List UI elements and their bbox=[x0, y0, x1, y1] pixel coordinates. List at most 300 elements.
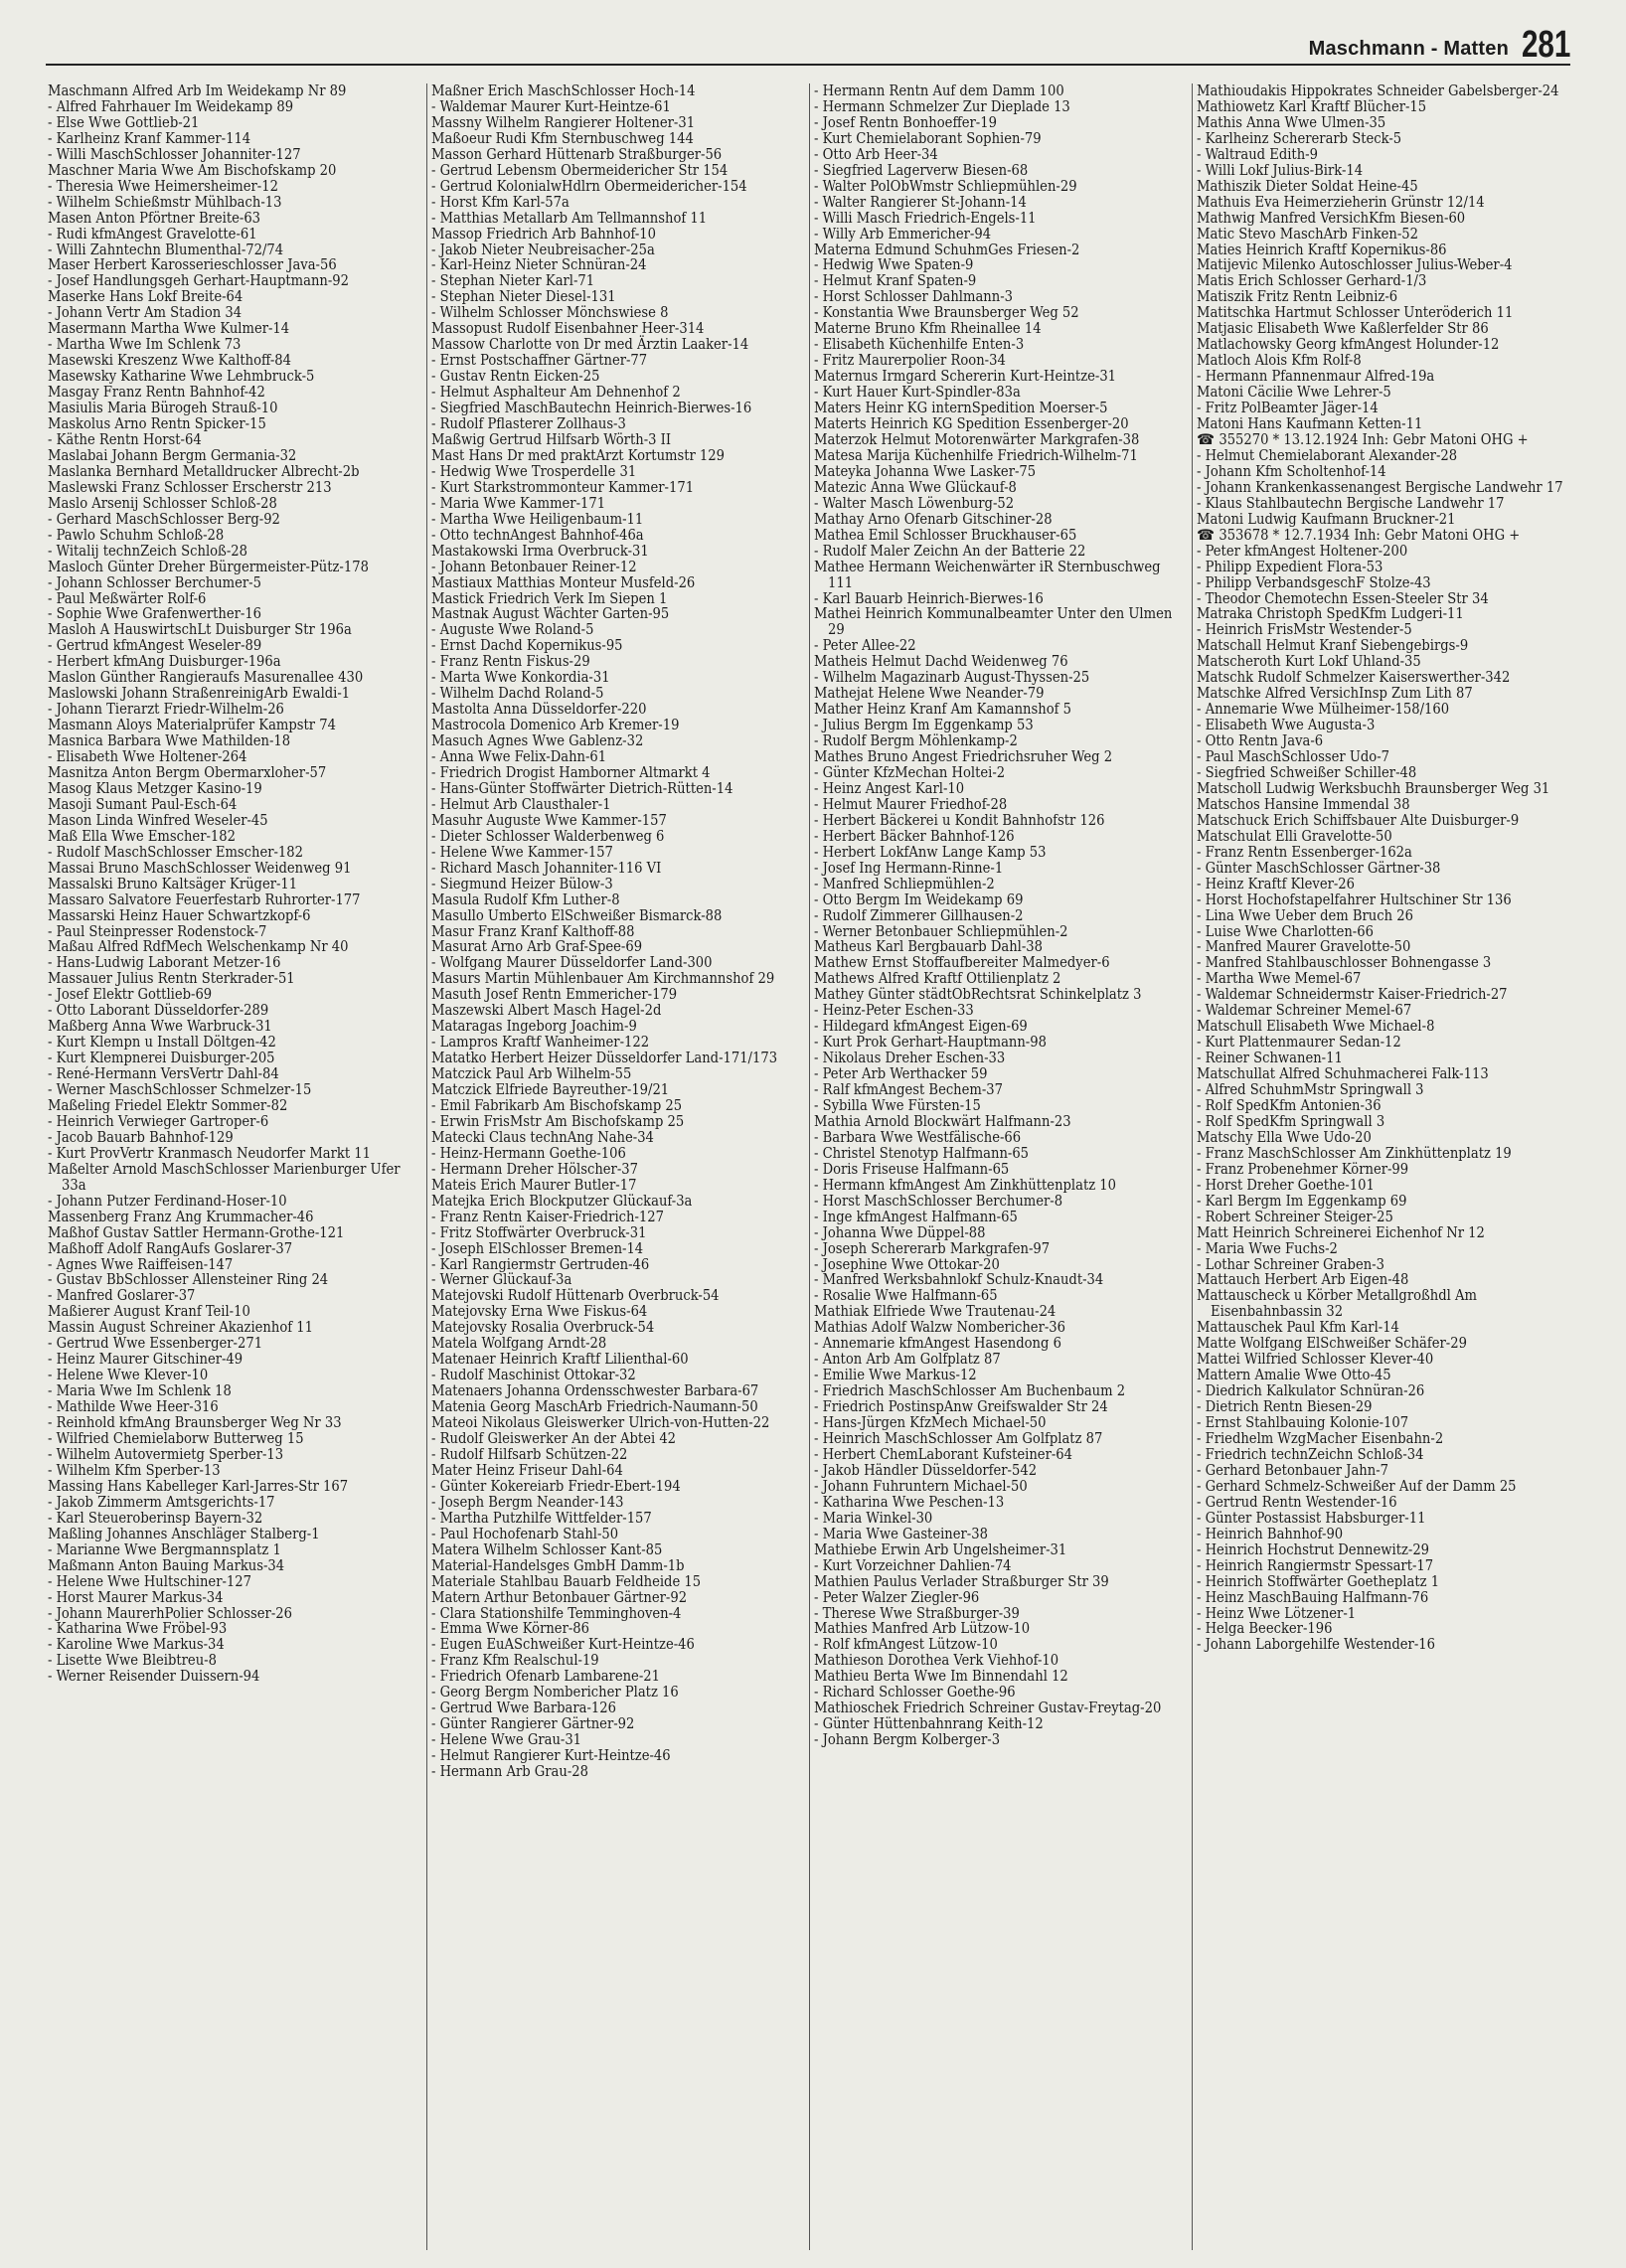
directory-entry: Maschmann Alfred Arb Im Weidekamp Nr 89 bbox=[48, 83, 347, 99]
directory-entry: Maslewski Franz Schlosser Erscherstr 213 bbox=[48, 478, 332, 496]
directory-entry: Mathews Alfred Kraftf Ottilienplatz 2 bbox=[814, 970, 1061, 988]
directory-entry: - Herbert LokfAnw Lange Kamp 53 bbox=[814, 843, 1047, 861]
directory-entry: Mateoi Nikolaus Gleiswerker Ulrich-von-Hutten-22 bbox=[431, 1414, 770, 1432]
directory-entry: Massny Wilhelm Rangierer Holtener-31 bbox=[431, 113, 696, 131]
directory-entry: - Heinrich MaschSchlosser Am Golfplatz 87 bbox=[814, 1430, 1103, 1448]
directory-entry: Mathias Adolf Walzw Nombericher-36 bbox=[814, 1319, 1065, 1337]
directory-entry: - Wilhelm Dachd Roland-5 bbox=[431, 685, 604, 703]
running-title: Maschmann - Matten bbox=[1308, 38, 1509, 60]
directory-entry: Matraka Christoph SpedKfm Ludgeri-11 bbox=[1197, 605, 1464, 623]
directory-entry: Matejovski Rudolf Hüttenarb Overbruck-54 bbox=[431, 1287, 720, 1305]
directory-entry: - Josef Elektr Gottlieb-69 bbox=[48, 986, 213, 1004]
directory-entry: - Agnes Wwe Raiffeisen-147 bbox=[48, 1255, 234, 1273]
directory-entry: - Heinz Maurer Gitschiner-49 bbox=[48, 1351, 244, 1369]
directory-entry: Matjasic Elisabeth Wwe Kaßlerfelder Str 86 bbox=[1197, 320, 1489, 338]
directory-entry: Mathes Bruno Angest Friedrichsruher Weg 2 bbox=[814, 748, 1113, 766]
directory-entry: Maßhof Gustav Sattler Hermann-Grothe-121 bbox=[48, 1223, 345, 1241]
directory-entry: - René-Hermann VersVertr Dahl-84 bbox=[48, 1065, 279, 1083]
directory-entry: - Otto Rentn Java-6 bbox=[1197, 732, 1324, 750]
directory-entry: - Horst MaschSchlosser Berchumer-8 bbox=[814, 1192, 1063, 1210]
directory-entry: Matela Wolfgang Arndt-28 bbox=[431, 1335, 607, 1353]
directory-entry: - Johann Tierarzt Friedr-Wilhelm-26 bbox=[48, 701, 284, 719]
directory-entry: - Gustav BbSchlosser Allensteiner Ring 24 bbox=[48, 1271, 329, 1289]
directory-entry: - Johann Putzer Ferdinand-Hoser-10 bbox=[48, 1192, 287, 1210]
directory-entry: - Karl Rangiermstr Gertruden-46 bbox=[431, 1255, 650, 1273]
directory-entry: - Johann Schlosser Berchumer-5 bbox=[48, 573, 261, 591]
directory-entry: - Heinz Kraftf Klever-26 bbox=[1197, 875, 1356, 892]
directory-entry: - Fritz Maurerpolier Roon-34 bbox=[814, 352, 1006, 370]
directory-entry: Matschullat Alfred Schuhmacherei Falk-113 bbox=[1197, 1065, 1489, 1083]
directory-entry: Material-Handelsges GmbH Damm-1b bbox=[431, 1556, 685, 1574]
directory-entry: - Herbert Bäcker Bahnhof-126 bbox=[814, 827, 1015, 845]
directory-entry: Maßberg Anna Wwe Warbruck-31 bbox=[48, 1018, 272, 1036]
directory-entry: Mataragas Ingeborg Joachim-9 bbox=[431, 1018, 637, 1036]
directory-entry: Matschuck Erich Schiffsbauer Alte Duisburger-9 bbox=[1197, 811, 1520, 829]
directory-entry: - Walter Masch Löwenburg-52 bbox=[814, 494, 1015, 512]
directory-entry: - Horst Kfm Karl-57a bbox=[431, 193, 569, 211]
directory-entry: - Karl Steueroberinsp Bayern-32 bbox=[48, 1509, 263, 1527]
directory-column-2 bbox=[426, 83, 809, 2250]
directory-entry: Mastick Friedrich Verk Im Siepen 1 bbox=[431, 589, 668, 607]
directory-entry: Maß Ella Wwe Emscher-182 bbox=[48, 827, 236, 845]
directory-entry: - Theresia Wwe Heimersheimer-12 bbox=[48, 177, 278, 195]
page-number: 281 bbox=[1521, 24, 1570, 66]
directory-entry: - Franz Rentn Fiskus-29 bbox=[431, 653, 590, 671]
directory-entry: Mattei Wilfried Schlosser Klever-40 bbox=[1197, 1351, 1434, 1369]
directory-entry: Matoni Hans Kaufmann Ketten-11 bbox=[1197, 415, 1423, 433]
directory-entry: Masuhr Auguste Wwe Kammer-157 bbox=[431, 811, 667, 829]
directory-entry: Mastrocola Domenico Arb Kremer-19 bbox=[431, 717, 680, 734]
directory-entry: - Willy Arb Emmericher-94 bbox=[814, 225, 992, 243]
directory-entry: Maslon Günther Rangieraufs Masurenallee 430 bbox=[48, 669, 364, 687]
directory-entry: Mattern Amalie Wwe Otto-45 bbox=[1197, 1367, 1391, 1384]
directory-entry: Mattauscheck u Körber Metallgroßhdl Am Eisenbahnbassin 32 bbox=[1197, 1287, 1477, 1321]
directory-entry: Masurs Martin Mühlenbauer Am Kirchmannshof 29 bbox=[431, 970, 775, 988]
directory-entry: - Wilhelm Autovermietg Sperber-13 bbox=[48, 1445, 284, 1463]
directory-entry: Massarski Heinz Hauer Schwartzkopf-6 bbox=[48, 906, 311, 924]
directory-entry: - Franz Kfm Realschul-19 bbox=[431, 1652, 599, 1670]
directory-entry: Matoni Cäcilie Wwe Lehrer-5 bbox=[1197, 384, 1391, 402]
directory-entry: Matlachowsky Georg kfmAngest Holunder-12 bbox=[1197, 336, 1500, 354]
directory-entry: Maßelter Arnold MaschSchlosser Marienburger Ufer 33a bbox=[48, 1160, 401, 1194]
directory-entry: - Gertrud Lebensm Obermeidericher Str 154 bbox=[431, 161, 729, 179]
directory-entry: - Helene Wwe Klever-10 bbox=[48, 1367, 209, 1384]
directory-entry: - Friedrich Ofenarb Lambarene-21 bbox=[431, 1668, 660, 1686]
directory-entry: - Gerhard Schmelz-Schweißer Auf der Damm 25 bbox=[1197, 1477, 1517, 1495]
directory-entry: Mathey Günter städtObRechtsrat Schinkelplatz 3 bbox=[814, 986, 1142, 1004]
directory-entry: Massop Friedrich Arb Bahnhof-10 bbox=[431, 225, 656, 243]
directory-entry: Mattauschek Paul Kfm Karl-14 bbox=[1197, 1319, 1399, 1337]
directory-entry: - Emma Wwe Körner-86 bbox=[431, 1620, 589, 1638]
directory-entry: Matschulat Elli Gravelotte-50 bbox=[1197, 827, 1392, 845]
directory-entry: - Karl Bauarb Heinrich-Bierwes-16 bbox=[814, 589, 1044, 607]
directory-entry: - Helga Beecker-196 bbox=[1197, 1620, 1333, 1638]
directory-entry: Masula Rudolf Kfm Luther-8 bbox=[431, 891, 620, 908]
directory-entry: Mathioschek Friedrich Schreiner Gustav-Freytag-20 bbox=[814, 1700, 1162, 1717]
directory-entry: Mastnak August Wächter Garten-95 bbox=[431, 605, 670, 623]
directory-entry: - Erwin FrisMstr Am Bischofskamp 25 bbox=[431, 1112, 685, 1130]
directory-entry: - Horst Hochofstapelfahrer Hultschiner Str 136 bbox=[1197, 891, 1512, 908]
directory-entry: - Gertrud Wwe Barbara-126 bbox=[431, 1700, 616, 1717]
directory-entry: - Hermann Schmelzer Zur Dieplade 13 bbox=[814, 97, 1070, 115]
directory-entry: Materts Heinrich KG Spedition Essenberger-20 bbox=[814, 415, 1129, 433]
directory-entry: Maßling Johannes Anschläger Stalberg-1 bbox=[48, 1525, 320, 1542]
directory-entry: - Kurt Plattenmaurer Sedan-12 bbox=[1197, 1034, 1401, 1052]
directory-entry: Matczick Paul Arb Wilhelm-55 bbox=[431, 1065, 632, 1083]
directory-entry: - Johann MaurerhPolier Schlosser-26 bbox=[48, 1604, 292, 1622]
directory-entry: Mast Hans Dr med praktArzt Kortumstr 129 bbox=[431, 446, 725, 464]
directory-entry: - Annemarie Wwe Mülheimer-158/160 bbox=[1197, 701, 1450, 719]
directory-entry: - Siegfried MaschBautechn Heinrich-Bierwes-16 bbox=[431, 400, 752, 417]
directory-entry: - Lisette Wwe Bleibtreu-8 bbox=[48, 1652, 217, 1670]
directory-entry: Maßau Alfred RdfMech Welschenkamp Nr 40 bbox=[48, 938, 349, 956]
directory-entry: - Philipp VerbandsgeschF Stolze-43 bbox=[1197, 573, 1431, 591]
directory-entry: Materne Bruno Kfm Rheinallee 14 bbox=[814, 320, 1042, 338]
directory-entry: Masuch Agnes Wwe Gablenz-32 bbox=[431, 732, 644, 750]
directory-entry: Mathis Anna Wwe Ulmen-35 bbox=[1197, 113, 1386, 131]
directory-entry: Masloh A HauswirtschLt Duisburger Str 196a bbox=[48, 621, 352, 639]
directory-entry: - Friedrich technZeichn Schloß-34 bbox=[1197, 1445, 1424, 1463]
directory-entry: Matheus Karl Bergbauarb Dahl-38 bbox=[814, 938, 1044, 956]
directory-entry: Maslabai Johann Bergm Germania-32 bbox=[48, 446, 297, 464]
directory-entry: Masnitza Anton Bergm Obermarxloher-57 bbox=[48, 763, 327, 781]
directory-entry: Massopust Rudolf Eisenbahner Heer-314 bbox=[431, 320, 705, 338]
directory-entry: Masoji Sumant Paul-Esch-64 bbox=[48, 795, 238, 813]
directory-entry: - Jacob Bauarb Bahnhof-129 bbox=[48, 1128, 234, 1146]
directory-entry: - Clara Stationshilfe Temminghoven-4 bbox=[431, 1604, 682, 1622]
directory-entry: - Johann Kfm Scholtenhof-14 bbox=[1197, 462, 1386, 480]
directory-entry: - Heinrich FrisMstr Westender-5 bbox=[1197, 621, 1412, 639]
directory-entry: Mastakowski Irma Overbruck-31 bbox=[431, 542, 649, 560]
directory-entry: - Günter Kokereiarb Friedr-Ebert-194 bbox=[431, 1477, 681, 1495]
directory-entry: - Hans-Ludwig Laborant Metzer-16 bbox=[48, 954, 281, 972]
directory-entry: - Auguste Wwe Roland-5 bbox=[431, 621, 594, 639]
directory-entry: Mathieson Dorothea Verk Viehhof-10 bbox=[814, 1652, 1059, 1670]
directory-entry: - Gertrud KolonialwHdlrn Obermeidericher-154 bbox=[431, 177, 747, 195]
directory-entry: Materna Edmund SchuhmGes Friesen-2 bbox=[814, 241, 1080, 258]
directory-entry: - Pawlo Schuhm Schloß-28 bbox=[48, 526, 225, 544]
directory-entry: - Helmut Arb Clausthaler-1 bbox=[431, 795, 611, 813]
directory-entry: - Julius Bergm Im Eggenkamp 53 bbox=[814, 717, 1034, 734]
directory-entry: - Manfred Schliepmühlen-2 bbox=[814, 875, 995, 892]
directory-entry: Masewsky Katharine Wwe Lehmbruck-5 bbox=[48, 368, 315, 386]
directory-entry: - Günter Rangierer Gärtner-92 bbox=[431, 1715, 635, 1733]
directory-entry: - Hermann kfmAngest Am Zinkhüttenplatz 10 bbox=[814, 1176, 1117, 1194]
directory-entry: Mathioudakis Hippokrates Schneider Gabelsberger-24 bbox=[1197, 83, 1559, 99]
directory-entry: - Walter PolObWmstr Schliepmühlen-29 bbox=[814, 177, 1077, 195]
directory-entry: - Gertrud kfmAngest Weseler-89 bbox=[48, 637, 262, 655]
directory-entry: Mathejat Helene Wwe Neander-79 bbox=[814, 685, 1045, 703]
directory-entry: - Johanna Wwe Düppel-88 bbox=[814, 1223, 986, 1241]
directory-entry: Maschner Maria Wwe Am Bischofskamp 20 bbox=[48, 161, 337, 179]
directory-entry: - Günter Hüttenbahnrang Keith-12 bbox=[814, 1715, 1044, 1733]
directory-entry: Maßoeur Rudi Kfm Sternbuschweg 144 bbox=[431, 129, 694, 147]
directory-entry: - Paul MaschSchlosser Udo-7 bbox=[1197, 748, 1389, 766]
directory-entry: Matschull Elisabeth Wwe Michael-8 bbox=[1197, 1018, 1435, 1036]
directory-entry: - Manfred Maurer Gravelotte-50 bbox=[1197, 938, 1411, 956]
directory-entry: Matheis Helmut Dachd Weidenweg 76 bbox=[814, 653, 1068, 671]
directory-entry: Maternus Irmgard Schererin Kurt-Heintze-31 bbox=[814, 368, 1117, 386]
directory-entry: Massenberg Franz Ang Krummacher-46 bbox=[48, 1208, 314, 1225]
directory-entry: - Eugen EuASchweißer Kurt-Heintze-46 bbox=[431, 1636, 695, 1654]
directory-entry: - Rolf SpedKfm Antonien-36 bbox=[1197, 1097, 1382, 1114]
directory-entry: - Martha Wwe Im Schlenk 73 bbox=[48, 336, 242, 354]
directory-entry: Maskolus Arno Rentn Spicker-15 bbox=[48, 415, 266, 433]
directory-entry: - Helene Wwe Kammer-157 bbox=[431, 843, 613, 861]
directory-entry: Matiszik Fritz Rentn Leibniz-6 bbox=[1197, 288, 1398, 306]
directory-entry: - Walter Rangierer St-Johann-14 bbox=[814, 193, 1027, 211]
directory-entry: - Dietrich Rentn Biesen-29 bbox=[1197, 1398, 1373, 1416]
directory-entry: - Herbert kfmAng Duisburger-196a bbox=[48, 653, 281, 671]
directory-entry: - Inge kfmAngest Halfmann-65 bbox=[814, 1208, 1018, 1225]
directory-entry: - Günter MaschSchlosser Gärtner-38 bbox=[1197, 859, 1441, 877]
directory-entry: - Wilhelm Schlosser Mönchswiese 8 bbox=[431, 304, 669, 322]
directory-entry: Matte Wolfgang ElSchweißer Schäfer-29 bbox=[1197, 1335, 1467, 1353]
directory-entry: Maslowski Johann StraßenreinigArb Ewaldi-1 bbox=[48, 685, 351, 703]
directory-entry: Mateyka Johanna Wwe Lasker-75 bbox=[814, 462, 1037, 480]
directory-entry: - Johann Krankenkassenangest Bergische Landwehr 17 bbox=[1197, 478, 1563, 496]
directory-entry: Matenia Georg MaschArb Friedrich-Naumann-50 bbox=[431, 1398, 758, 1416]
directory-entry: Mathea Emil Schlosser Bruckhauser-65 bbox=[814, 526, 1077, 544]
directory-entry: - Heinrich Rangiermstr Spessart-17 bbox=[1197, 1556, 1434, 1574]
directory-entry: - Klaus Stahlbautechn Bergische Landwehr 17 bbox=[1197, 494, 1505, 512]
directory-entry: - Diedrich Kalkulator Schnüran-26 bbox=[1197, 1382, 1425, 1400]
directory-entry: - Paul Meßwärter Rolf-6 bbox=[48, 589, 207, 607]
directory-entry: - Peter kfmAngest Holtener-200 bbox=[1197, 542, 1408, 560]
directory-entry: Maszewski Albert Masch Hagel-2d bbox=[431, 1002, 662, 1020]
directory-entry: - Siegfried Lagerverw Biesen-68 bbox=[814, 161, 1029, 179]
directory-entry: - Maria Wwe Kammer-171 bbox=[431, 494, 606, 512]
directory-entry: - Anton Arb Am Golfplatz 87 bbox=[814, 1351, 1001, 1369]
directory-entry: - Paul Steinpresser Rodenstock-7 bbox=[48, 922, 267, 940]
directory-entry: Matejka Erich Blockputzer Glückauf-3a bbox=[431, 1192, 693, 1210]
directory-entry: - Hedwig Wwe Trosperdelle 31 bbox=[431, 462, 637, 480]
directory-entry: - Helene Wwe Hultschiner-127 bbox=[48, 1572, 251, 1590]
directory-entry: Matschke Alfred VersichInsp Zum Lith 87 bbox=[1197, 685, 1473, 703]
directory-entry: ☎ 353678 * 12.7.1934 Inh: Gebr Matoni OHG + bbox=[1197, 526, 1521, 544]
directory-entry: - Alfred Fahrhauer Im Weidekamp 89 bbox=[48, 97, 294, 115]
directory-entry: - Siegfried Schweißer Schiller-48 bbox=[1197, 763, 1417, 781]
directory-entry: - Robert Schreiner Steiger-25 bbox=[1197, 1208, 1393, 1225]
directory-entry: Mastiaux Matthias Monteur Musfeld-26 bbox=[431, 573, 696, 591]
directory-entry: - Otto Bergm Im Weidekamp 69 bbox=[814, 891, 1024, 908]
directory-entry: - Waldemar Schneidermstr Kaiser-Friedrich-27 bbox=[1197, 986, 1508, 1004]
directory-entry: - Günter Postassist Habsburger-11 bbox=[1197, 1509, 1426, 1527]
directory-entry: - Ernst Postschaffner Gärtner-77 bbox=[431, 352, 648, 370]
directory-entry: - Manfred Werksbahnlokf Schulz-Knaudt-34 bbox=[814, 1271, 1104, 1289]
directory-entry: - Elisabeth Wwe Holtener-264 bbox=[48, 748, 247, 766]
directory-entry: - Katharina Wwe Fröbel-93 bbox=[48, 1620, 228, 1638]
directory-entry: ☎ 355270 * 13.12.1924 Inh: Gebr Matoni OHG + bbox=[1197, 430, 1529, 448]
directory-entry: Maslo Arsenij Schlosser Schloß-28 bbox=[48, 494, 277, 512]
directory-entry: - Sophie Wwe Grafenwerther-16 bbox=[48, 605, 262, 623]
directory-entry: Maßmann Anton Bauing Markus-34 bbox=[48, 1556, 285, 1574]
directory-entry: Matscholl Ludwig Werksbuchh Braunsberger Weg 31 bbox=[1197, 779, 1550, 797]
directory-entry: - Rudi kfmAngest Gravelotte-61 bbox=[48, 225, 257, 243]
directory-entry: Masuth Josef Rentn Emmericher-179 bbox=[431, 986, 678, 1004]
directory-entry: - Peter Arb Werthacker 59 bbox=[814, 1065, 988, 1083]
directory-entry: - Hermann Pfannenmaur Alfred-19a bbox=[1197, 368, 1435, 386]
directory-entry: Mathuis Eva Heimerzieherin Grünstr 12/14 bbox=[1197, 193, 1485, 211]
directory-entry: - Helmut Chemielaborant Alexander-28 bbox=[1197, 446, 1458, 464]
directory-entry: Massai Bruno MaschSchlosser Weidenweg 91 bbox=[48, 859, 352, 877]
directory-entry: - Maria Wwe Im Schlenk 18 bbox=[48, 1382, 232, 1400]
directory-entry: - Otto Laborant Düsseldorfer-289 bbox=[48, 1002, 269, 1020]
directory-entry: - Luise Wwe Charlotten-66 bbox=[1197, 922, 1374, 940]
directory-entry: - Willi Zahntechn Blumenthal-72/74 bbox=[48, 241, 284, 258]
directory-entry: Matern Arthur Betonbauer Gärtner-92 bbox=[431, 1588, 688, 1606]
directory-entry: Matschy Ella Wwe Udo-20 bbox=[1197, 1128, 1372, 1146]
directory-entry: - Therese Wwe Straßburger-39 bbox=[814, 1604, 1020, 1622]
directory-entry: Mathia Arnold Blockwärt Halfmann-23 bbox=[814, 1112, 1071, 1130]
directory-entry: Maßhoff Adolf RangAufs Goslarer-37 bbox=[48, 1239, 293, 1257]
directory-entry: Matatko Herbert Heizer Düsseldorfer Land-171/173 bbox=[431, 1050, 778, 1067]
directory-entry: - Johann Betonbauer Reiner-12 bbox=[431, 558, 637, 575]
directory-entry: Matloch Alois Kfm Rolf-8 bbox=[1197, 352, 1362, 370]
directory-entry: Matejovsky Erna Wwe Fiskus-64 bbox=[431, 1303, 648, 1321]
directory-entry: - Rudolf Zimmerer Gillhausen-2 bbox=[814, 906, 1024, 924]
directory-entry: - Rosalie Wwe Halfmann-65 bbox=[814, 1287, 998, 1305]
directory-entry: Matoni Ludwig Kaufmann Bruckner-21 bbox=[1197, 510, 1456, 528]
directory-entry: Masullo Umberto ElSchweißer Bismarck-88 bbox=[431, 906, 723, 924]
directory-entry: - Werner MaschSchlosser Schmelzer-15 bbox=[48, 1081, 312, 1099]
directory-entry: Mason Linda Winfred Weseler-45 bbox=[48, 811, 268, 829]
directory-entry: - Lina Wwe Ueber dem Bruch 26 bbox=[1197, 906, 1413, 924]
directory-entry: - Christel Stenotyp Halfmann-65 bbox=[814, 1144, 1030, 1162]
directory-entry: Mastolta Anna Düsseldorfer-220 bbox=[431, 701, 647, 719]
directory-entry: Mathieu Berta Wwe Im Binnendahl 12 bbox=[814, 1668, 1068, 1686]
directory-entry: Maslanka Bernhard Metalldrucker Albrecht-2b bbox=[48, 462, 360, 480]
directory-entry: Matschall Helmut Kranf Siebengebirgs-9 bbox=[1197, 637, 1469, 655]
directory-entry: - Johann Laborgehilfe Westender-16 bbox=[1197, 1636, 1435, 1654]
directory-entry: - Rudolf Gleiswerker An der Abtei 42 bbox=[431, 1430, 677, 1448]
directory-entry: - Käthe Rentn Horst-64 bbox=[48, 430, 202, 448]
directory-entry: - Manfred Stahlbauschlosser Bohnengasse 3 bbox=[1197, 954, 1492, 972]
directory-entry: - Rudolf Maler Zeichn An der Batterie 22 bbox=[814, 542, 1086, 560]
directory-entry: - Hans-Jürgen KfzMech Michael-50 bbox=[814, 1414, 1047, 1432]
directory-entry: Masson Gerhard Hüttenarb Straßburger-56 bbox=[431, 145, 723, 163]
directory-entry: - Waldemar Maurer Kurt-Heintze-61 bbox=[431, 97, 671, 115]
directory-entry: - Philipp Expedient Flora-53 bbox=[1197, 558, 1383, 575]
directory-entry: Mather Heinz Kranf Am Kamannshof 5 bbox=[814, 701, 1071, 719]
directory-entry: - Willi Masch Friedrich-Engels-11 bbox=[814, 209, 1037, 227]
directory-entry: - Doris Friseuse Halfmann-65 bbox=[814, 1160, 1010, 1178]
directory-entry: - Maria Wwe Fuchs-2 bbox=[1197, 1239, 1338, 1257]
directory-entry: Mathee Hermann Weichenwärter iR Sternbuschweg 111 bbox=[814, 558, 1161, 591]
directory-entry: Matera Wilhelm Schlosser Kant-85 bbox=[431, 1540, 663, 1558]
directory-entry: Maßner Erich MaschSchlosser Hoch-14 bbox=[431, 83, 696, 99]
directory-entry: - Marianne Wwe Bergmannsplatz 1 bbox=[48, 1540, 281, 1558]
directory-entry: - Rudolf Pflasterer Zollhaus-3 bbox=[431, 415, 626, 433]
directory-entry: - Waltraud Edith-9 bbox=[1197, 145, 1318, 163]
directory-entry: - Siegmund Heizer Bülow-3 bbox=[431, 875, 613, 892]
directory-entry: - Otto technAngest Bahnhof-46a bbox=[431, 526, 644, 544]
directory-entry: - Emilie Wwe Markus-12 bbox=[814, 1367, 977, 1384]
directory-entry: - Mathilde Wwe Heer-316 bbox=[48, 1398, 219, 1416]
directory-entry: - Kurt ProvVertr Kranmasch Neudorfer Markt 11 bbox=[48, 1144, 371, 1162]
directory-entry: - Martha Putzhilfe Wittfelder-157 bbox=[431, 1509, 652, 1527]
directory-entry: - Josef Rentn Bonhoeffer-19 bbox=[814, 113, 997, 131]
directory-entry: Mathies Manfred Arb Lützow-10 bbox=[814, 1620, 1031, 1638]
directory-entry: - Jakob Zimmerm Amtsgerichts-17 bbox=[48, 1493, 275, 1511]
directory-entry: - Werner Betonbauer Schliepmühlen-2 bbox=[814, 922, 1068, 940]
directory-entry: Matijevic Milenko Autoschlosser Julius-Weber-4 bbox=[1197, 256, 1513, 274]
directory-entry: - Stephan Nieter Diesel-131 bbox=[431, 288, 616, 306]
directory-entry: - Rudolf MaschSchlosser Emscher-182 bbox=[48, 843, 303, 861]
directory-entry: - Konstantia Wwe Braunsberger Weg 52 bbox=[814, 304, 1079, 322]
directory-entry: - Günter KfzMechan Holtei-2 bbox=[814, 763, 1006, 781]
directory-entry: - Wilfried Chemielaborw Butterweg 15 bbox=[48, 1430, 304, 1448]
directory-entry: Masloch Günter Dreher Bürgermeister-Pütz-178 bbox=[48, 558, 369, 575]
directory-entry: - Kurt Prok Gerhart-Hauptmann-98 bbox=[814, 1034, 1047, 1052]
directory-entry: - Franz MaschSchlosser Am Zinkhüttenplatz 19 bbox=[1197, 1144, 1512, 1162]
directory-entry: - Ernst Dachd Kopernikus-95 bbox=[431, 637, 623, 655]
directory-entry: Matt Heinrich Schreinerei Eichenhof Nr 12 bbox=[1197, 1223, 1485, 1241]
directory-entry: - Matthias Metallarb Am Tellmannshof 11 bbox=[431, 209, 708, 227]
directory-entry: - Joseph Schererarb Markgrafen-97 bbox=[814, 1239, 1051, 1257]
directory-entry: Masiulis Maria Bürogeh Strauß-10 bbox=[48, 400, 278, 417]
directory-entry: - Gerhard Betonbauer Jahn-7 bbox=[1197, 1461, 1388, 1479]
directory-entry: - Elisabeth Küchenhilfe Enten-3 bbox=[814, 336, 1025, 354]
directory-entry: - Helmut Kranf Spaten-9 bbox=[814, 272, 977, 290]
directory-entry: - Friedhelm WzgMacher Eisenbahn-2 bbox=[1197, 1430, 1444, 1448]
directory-entry: - Martha Wwe Heiligenbaum-11 bbox=[431, 510, 644, 528]
directory-entry: - Theodor Chemotechn Essen-Steeler Str 34 bbox=[1197, 589, 1489, 607]
directory-entry: - Heinrich Stoffwärter Goetheplatz 1 bbox=[1197, 1572, 1440, 1590]
directory-entry: - Richard Masch Johanniter-116 VI bbox=[431, 859, 662, 877]
page-header bbox=[46, 22, 1570, 66]
directory-entry: Matenaer Heinrich Kraftf Lilienthal-60 bbox=[431, 1351, 689, 1369]
directory-entry: - Peter Walzer Ziegler-96 bbox=[814, 1588, 980, 1606]
directory-entry: Masen Anton Pförtner Breite-63 bbox=[48, 209, 261, 227]
directory-entry: - Hermann Arb Grau-28 bbox=[431, 1763, 588, 1781]
directory-entry: Maserke Hans Lokf Breite-64 bbox=[48, 288, 244, 306]
directory-entry: Massalski Bruno Kaltsäger Krüger-11 bbox=[48, 875, 298, 892]
directory-entry: Masermann Martha Wwe Kulmer-14 bbox=[48, 320, 290, 338]
directory-entry: Masgay Franz Rentn Bahnhof-42 bbox=[48, 384, 265, 402]
directory-entry: - Helmut Asphalteur Am Dehnenhof 2 bbox=[431, 384, 681, 402]
directory-entry: - Horst Dreher Goethe-101 bbox=[1197, 1176, 1375, 1194]
directory-entry: - Werner Reisender Duissern-94 bbox=[48, 1668, 260, 1686]
directory-entry: - Willi Lokf Julius-Birk-14 bbox=[1197, 161, 1364, 179]
directory-entry: - Georg Bergm Nombericher Platz 16 bbox=[431, 1684, 679, 1701]
directory-entry: - Joseph Bergm Neander-143 bbox=[431, 1493, 624, 1511]
directory-entry: - Heinz Wwe Lötzener-1 bbox=[1197, 1604, 1357, 1622]
directory-entry: Massing Hans Kabelleger Karl-Jarres-Str 167 bbox=[48, 1477, 349, 1495]
directory-entry: - Josephine Wwe Ottokar-20 bbox=[814, 1255, 1000, 1273]
directory-entry: - Otto Arb Heer-34 bbox=[814, 145, 938, 163]
directory-entry: - Lampros Kraftf Wanheimer-122 bbox=[431, 1034, 650, 1052]
directory-entry: - Manfred Goslarer-37 bbox=[48, 1287, 196, 1305]
directory-entry: Mathwig Manfred VersichKfm Biesen-60 bbox=[1197, 209, 1466, 227]
directory-entry: - Helene Wwe Grau-31 bbox=[431, 1731, 582, 1749]
directory-entry: - Wilhelm Kfm Sperber-13 bbox=[48, 1461, 221, 1479]
directory-entry: - Rudolf Hilfsarb Schützen-22 bbox=[431, 1445, 628, 1463]
directory-entry: - Rolf kfmAngest Lützow-10 bbox=[814, 1636, 998, 1654]
directory-entry: - Karl Bergm Im Eggenkamp 69 bbox=[1197, 1192, 1407, 1210]
directory-entry: - Herbert Bäckerei u Kondit Bahnhofstr 126 bbox=[814, 811, 1105, 829]
directory-entry: - Heinz MaschBauing Halfmann-76 bbox=[1197, 1588, 1429, 1606]
directory-entry: - Sybilla Wwe Fürsten-15 bbox=[814, 1097, 981, 1114]
directory-entry: Mathiebe Erwin Arb Ungelsheimer-31 bbox=[814, 1540, 1067, 1558]
directory-entry: Mathien Paulus Verlader Straßburger Str 39 bbox=[814, 1572, 1109, 1590]
directory-entry: Mathiszik Dieter Soldat Heine-45 bbox=[1197, 177, 1418, 195]
directory-entry: - Franz Rentn Kaiser-Friedrich-127 bbox=[431, 1208, 664, 1225]
directory-entry: - Kurt Vorzeichner Dahlien-74 bbox=[814, 1556, 1012, 1574]
directory-entry: Mathew Ernst Stoffaufbereiter Malmedyer-6 bbox=[814, 954, 1110, 972]
directory-entry: Masurat Arno Arb Graf-Spee-69 bbox=[431, 938, 643, 956]
directory-entry: Maters Heinr KG internSpedition Moerser-5 bbox=[814, 400, 1108, 417]
